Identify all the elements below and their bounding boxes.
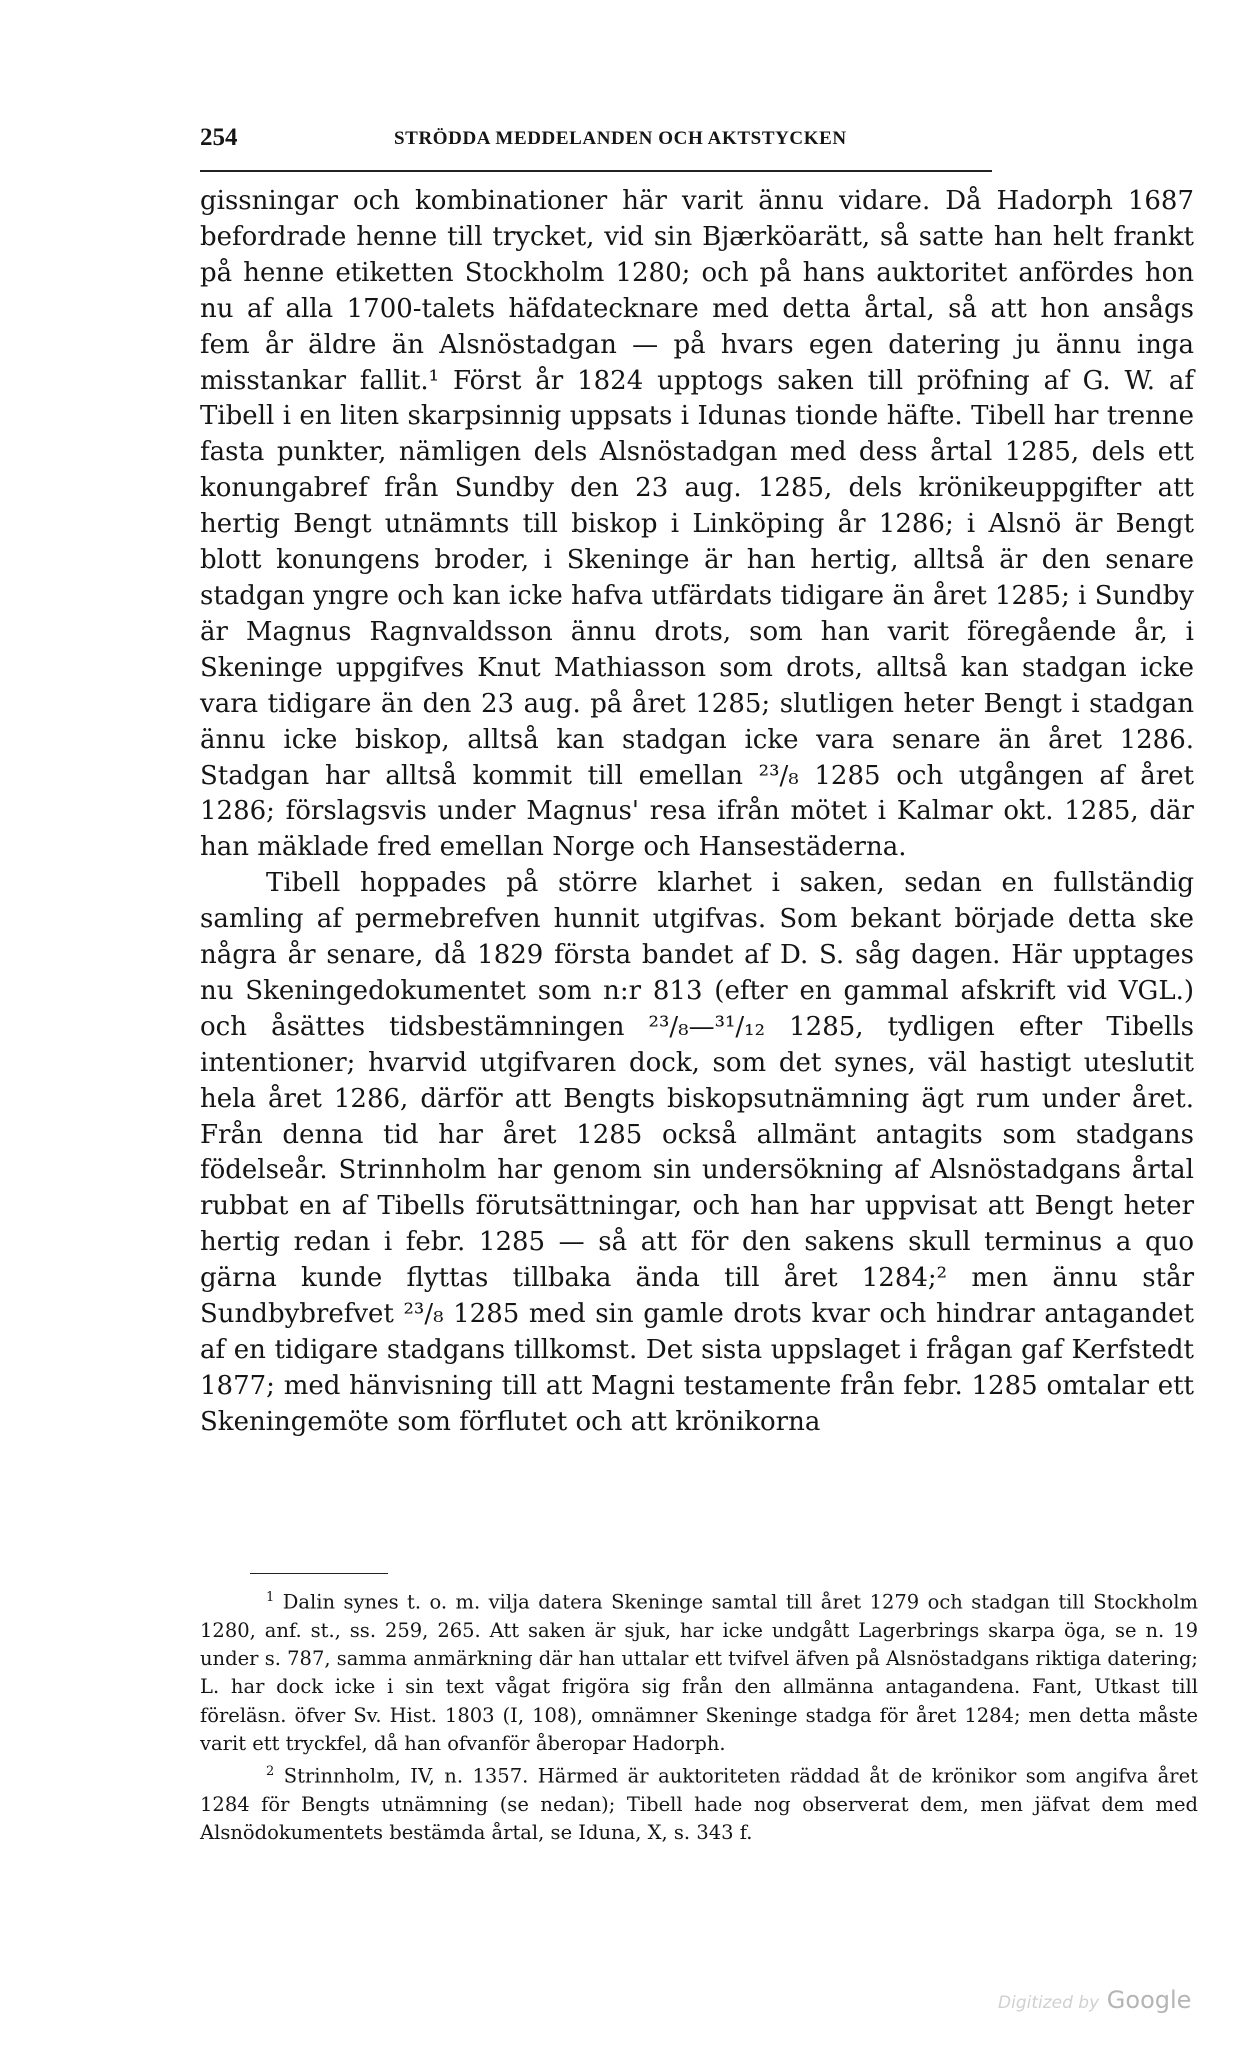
running-title: STRÖDDA MEDDELANDEN OCH AKTSTYCKEN xyxy=(394,128,847,149)
footnote-text: Dalin synes t. o. m. vilja datera Skeninge samtal till året 1279 och stadgan till Stockholm 1280, anf. st., ss. 259, 265. Att saken är sjuk, har icke undgått Lagerbrings skarpa öga, se n. 19 under s. 787, samma anmärkning där han uttalar ett tvifvel äfven på Alsnöstadgans riktiga datering; L. har dock icke i sin text vågat frigöra sig från den allmänna antagandena. Fant, Utkast till föreläsn. öfver Sv. Hist. 1803 (I, 108), omnämner Skeninge stadga för året 1284; men detta måste varit ett tryckfel, då han ofvanför åberopar Hadorph. xyxy=(200,1590,1198,1755)
footnote-2 xyxy=(200,1758,1198,1847)
footnote-text: Strinnholm, IV, n. 1357. Härmed är auktoriteten räddad åt de krönikor som angifva året 1284 för Bengts utnämning (se nedan); Tibell hade nog observerat dem, men jäfvat dem med Alsnödokumentets bestämda årtal, se Iduna, X, s. 343 f. xyxy=(200,1764,1198,1845)
paragraph-2: Tibell hoppades på större klarhet i saken, sedan en fullständig samling af permebrefven hunnit utgifvas. Som bekant började detta ske några år senare, då 1829 första bandet af D. S. såg dagen. Här upptages nu Skeningedokumentet som n:r 813 (efter en gammal afskrift vid VGL.) och åsättes tidsbestämningen ²³/₈—³¹/₁₂ 1285, tydligen efter Tibells intentioner; hvarvid utgifvaren dock, som det synes, väl hastigt uteslutit hela året 1286, därför att Bengts biskopsutnämning ägt rum under året. Från denna tid har året 1285 också allmänt antagits som stadgans födelseår. Strinnholm har genom sin undersökning af Alsnöstadgans årtal rubbat en af Tibells förutsättningar, och han har uppvisat att Bengt heter hertig redan i febr. 1285 — så att för den sakens skull terminus a quo gärna kunde flyttas tillbaka ända till året 1284;² men ännu står Sundbybrefvet ²³/₈ 1285 med sin gamle drots kvar och hindrar antagandet af en tidigare stadgans tillkomst. Det sista uppslaget i frågan gaf Kerfstedt 1877; med hänvisning till att Magni testamente från febr. 1285 omtalar ett Skeningemöte som förflutet och att krönikorna xyxy=(200,868,1194,1437)
main-text xyxy=(200,184,1194,1441)
header-rule xyxy=(200,170,992,172)
paragraph-1: gissningar och kombinationer här varit ännu vidare. Då Hadorph 1687 befordrade henne till trycket, vid sin Bjærköarätt, så satte han helt frankt på henne etiketten Stockholm 1280; och på hans auktoritet anfördes hon nu af alla 1700-talets häfdatecknare med detta årtal, så att hon ansågs fem år äldre än Alsnöstadgan — på hvars egen datering ju ännu inga misstankar fallit.¹ Först år 1824 upptogs saken till pröfning af G. W. af Tibell i en liten skarpsinnig uppsats i Idunas tionde häfte. Tibell har trenne fasta punkter, nämligen dels Alsnöstadgan med dess årtal 1285, dels ett konungabref från Sundby den 23 aug. 1285, dels krönikeuppgifter att hertig Bengt utnämnts till biskop i Linköping år 1286; i Alsnö är Bengt blott konungens broder, i Skeninge är han hertig, alltså är den senare stadgan yngre och kan icke hafva utfärdats tidigare än året 1285; i Sundby är Magnus Ragnvaldsson ännu drots, som han varit föregående år, i Skeninge uppgifves Knut Mathiasson som drots, alltså kan stadgan icke vara tidigare än den 23 aug. på året 1285; slutligen heter Bengt i stadgan ännu icke biskop, alltså kan stadgan icke vara senare än året 1286. Stadgan har alltså kommit till emellan ²³/₈ 1285 och utgången af året 1286; förslagsvis under Magnus' resa ifrån mötet i Kalmar okt. 1285, där han mäklade fred emellan Norge och Hansestäderna. xyxy=(200,186,1194,863)
page-number: 254 xyxy=(200,124,238,151)
digitized-watermark xyxy=(998,1986,1191,2014)
footnote-marker: 2 xyxy=(266,1764,275,1780)
footnotes xyxy=(200,1584,1198,1848)
footnote-marker: 1 xyxy=(266,1590,275,1605)
footnote-1 xyxy=(200,1584,1198,1758)
page-header xyxy=(200,124,998,166)
watermark-prefix: Digitized by xyxy=(998,1993,1100,2013)
footnote-rule xyxy=(250,1573,388,1574)
watermark-brand: Google xyxy=(1106,1986,1192,2014)
